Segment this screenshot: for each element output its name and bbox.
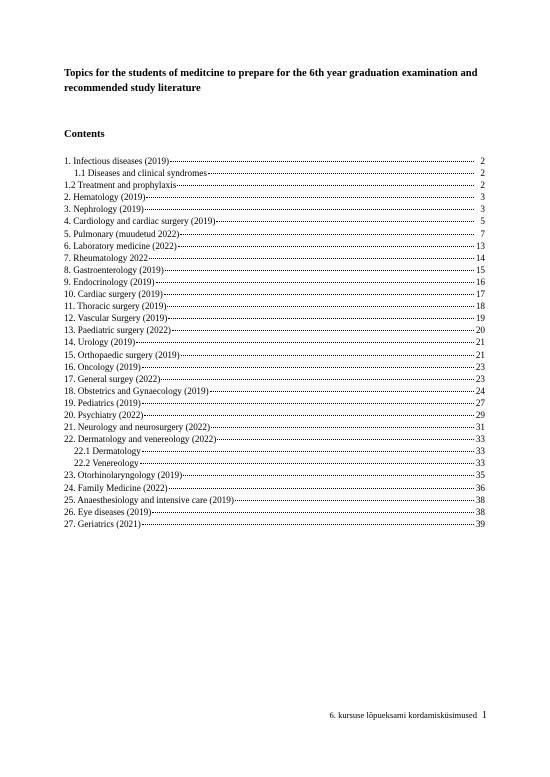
toc-entry-title: 19. Pediatrics (2019) — [64, 397, 141, 408]
toc-dot-leader — [181, 355, 474, 356]
toc-entry[interactable] — [64, 167, 485, 179]
page-footer — [329, 709, 487, 722]
toc-entry-title: 18. Obstetrics and Gynaecology (2019) — [64, 385, 209, 396]
toc-entry[interactable] — [64, 482, 485, 494]
toc-entry-page: 5 — [480, 216, 485, 227]
toc-entry-page: 38 — [475, 506, 485, 517]
toc-dot-leader — [217, 439, 474, 440]
toc-entry-page: 19 — [475, 313, 485, 324]
toc-entry[interactable] — [64, 361, 485, 373]
toc-entry[interactable] — [64, 349, 485, 361]
toc-entry-page: 24 — [475, 385, 485, 396]
toc-entry[interactable] — [64, 179, 485, 191]
toc-entry-title: 22. Dermatology and venereology (2022) — [64, 434, 217, 445]
toc-entry-title: 3. Nephrology (2019) — [64, 204, 144, 215]
toc-dot-leader — [142, 403, 474, 404]
toc-entry[interactable] — [64, 252, 485, 264]
toc-entry-title: 22.2 Venereology — [74, 458, 139, 469]
toc-entry-page: 20 — [475, 325, 485, 336]
toc-entry[interactable] — [64, 457, 485, 469]
toc-entry-title: 24. Family Medicine (2022) — [64, 482, 168, 493]
toc-entry-title: 5. Pulmonary (muudetud 2022) — [64, 228, 180, 239]
toc-dot-leader — [210, 391, 474, 392]
toc-entry-title: 23. Otorhinolaryngology (2019) — [64, 470, 183, 481]
toc-entry-title: 1. Infectious diseases (2019) — [64, 156, 170, 166]
toc-entry-title: 20. Psychiatry (2022) — [64, 409, 144, 420]
toc-dot-leader — [165, 270, 474, 271]
toc-dot-leader — [149, 258, 474, 259]
toc-entry-title: 27. Geriatrics (2021) — [64, 518, 141, 529]
toc-entry-title: 15. Orthopaedic surgery (2019) — [64, 349, 180, 360]
toc-entry-page: 33 — [475, 434, 485, 445]
toc-entry-title: 11. Thoracic surgery (2019) — [64, 301, 167, 312]
toc-entry-page: 15 — [475, 264, 485, 275]
toc-entry-page: 17 — [475, 289, 485, 300]
toc-entry-page: 23 — [475, 361, 485, 372]
toc-entry-page: 16 — [475, 276, 485, 287]
toc-entry-page: 21 — [475, 349, 485, 360]
toc-entry-title: 12. Vascular Surgery (2019) — [64, 313, 168, 324]
toc-dot-leader — [142, 367, 474, 368]
toc-entry-page: 35 — [475, 470, 485, 481]
toc-entry-title: 13. Paediatric surgery (2022) — [64, 325, 171, 336]
toc-dot-leader — [144, 415, 474, 416]
toc-entry-title: 1.2 Treatment and prophylaxis — [64, 180, 177, 191]
toc-entry[interactable] — [64, 240, 485, 252]
toc-entry-page: 39 — [475, 518, 485, 529]
toc-entry[interactable] — [64, 445, 485, 457]
document-title: Topics for the students of meditcine to prepare for the 6th year graduation examination and recommended study literature — [64, 68, 478, 94]
toc-entry[interactable] — [64, 409, 485, 421]
toc-dot-leader — [164, 294, 474, 295]
toc-dot-leader — [142, 451, 474, 452]
toc-dot-leader — [168, 318, 474, 319]
toc-entry[interactable] — [64, 324, 485, 336]
toc-entry[interactable] — [64, 215, 485, 227]
toc-entry[interactable] — [64, 300, 485, 312]
toc-dot-leader — [167, 306, 474, 307]
toc-dot-leader — [140, 463, 474, 464]
footer-page-number: 1 — [482, 710, 487, 721]
toc-entry-title: 6. Laboratory medicine (2022) — [64, 240, 177, 251]
toc-entry[interactable] — [64, 312, 485, 324]
toc-entry-title: 2. Hematology (2019) — [64, 192, 146, 203]
toc-dot-leader — [178, 246, 474, 247]
toc-entry[interactable] — [64, 433, 485, 445]
toc-entry-page: 2 — [480, 156, 485, 166]
toc-dot-leader — [172, 330, 474, 331]
toc-entry[interactable] — [64, 506, 485, 518]
toc-entry[interactable] — [64, 288, 485, 300]
toc-entry-page: 33 — [475, 446, 485, 457]
footer-text: 6. kursuse lõpueksami kordamisküsimused — [329, 710, 477, 720]
toc-entry[interactable] — [64, 191, 485, 203]
toc-entry-page: 3 — [480, 204, 485, 215]
toc-entry-page: 33 — [475, 458, 485, 469]
toc-dot-leader — [177, 185, 474, 186]
toc-dot-leader — [211, 427, 474, 428]
toc-entry[interactable] — [64, 203, 485, 215]
toc-dot-leader — [152, 512, 474, 513]
toc-dot-leader — [183, 475, 474, 476]
toc-entry-page: 3 — [480, 192, 485, 203]
toc-entry-page: 7 — [480, 228, 485, 239]
toc-dot-leader — [169, 488, 474, 489]
toc-entry[interactable] — [64, 373, 485, 385]
toc-dot-leader — [216, 221, 474, 222]
toc-entry-title: 9. Endocrinology (2019) — [64, 276, 155, 287]
toc-entry[interactable] — [64, 276, 485, 288]
toc-entry[interactable] — [64, 155, 485, 167]
toc-entry-page: 23 — [475, 373, 485, 384]
toc-entry-page: 21 — [475, 337, 485, 348]
toc-entry-title: 26. Eye diseases (2019) — [64, 506, 152, 517]
toc-entry[interactable] — [64, 264, 485, 276]
toc-entry-page: 14 — [475, 252, 485, 263]
toc-dot-leader — [145, 209, 474, 210]
toc-dot-leader — [142, 524, 474, 525]
toc-entry-page: 27 — [475, 397, 485, 408]
toc-entry-title: 7. Rheumatology 2022 — [64, 252, 148, 263]
table-of-contents — [64, 155, 485, 530]
toc-entry-page: 36 — [475, 482, 485, 493]
toc-entry-page: 38 — [475, 494, 485, 505]
toc-entry-page: 29 — [475, 409, 485, 420]
toc-dot-leader — [235, 500, 474, 501]
toc-entry[interactable] — [64, 336, 485, 348]
toc-entry[interactable] — [64, 397, 485, 409]
toc-entry[interactable] — [64, 494, 485, 506]
toc-entry-page: 2 — [480, 168, 485, 179]
toc-entry-page: 18 — [475, 301, 485, 312]
toc-entry[interactable] — [64, 469, 485, 481]
toc-entry-title: 8. Gastroenterology (2019) — [64, 264, 164, 275]
toc-entry-title: 1.1 Diseases and clinical syndromes — [74, 168, 207, 179]
contents-heading: Contents — [64, 129, 105, 140]
toc-entry[interactable] — [64, 421, 485, 433]
toc-entry[interactable] — [64, 518, 485, 530]
toc-entry[interactable] — [64, 385, 485, 397]
toc-entry-title: 22.1 Dermatology — [74, 446, 141, 457]
toc-entry-title: 10. Cardiac surgery (2019) — [64, 289, 163, 300]
toc-entry-title: 16. Oncology (2019) — [64, 361, 141, 372]
toc-dot-leader — [208, 173, 474, 174]
toc-entry-page: 31 — [475, 422, 485, 433]
toc-dot-leader — [146, 197, 474, 198]
toc-dot-leader — [170, 161, 474, 162]
toc-dot-leader — [156, 282, 474, 283]
toc-entry[interactable] — [64, 228, 485, 240]
toc-dot-leader — [180, 234, 474, 235]
toc-entry-title: 17. General surgey (2022) — [64, 373, 161, 384]
toc-entry-title: 25. Anaesthesiology and intensive care (2019) — [64, 494, 234, 505]
toc-entry-title: 4. Cardiology and cardiac surgery (2019) — [64, 216, 216, 227]
toc-entry-page: 2 — [480, 180, 485, 191]
toc-entry-title: 21. Neurology and neurosurgery (2022) — [64, 422, 211, 433]
toc-dot-leader — [161, 379, 474, 380]
toc-dot-leader — [136, 342, 474, 343]
toc-entry-title: 14. Urology (2019) — [64, 337, 136, 348]
toc-entry-page: 13 — [475, 240, 485, 251]
